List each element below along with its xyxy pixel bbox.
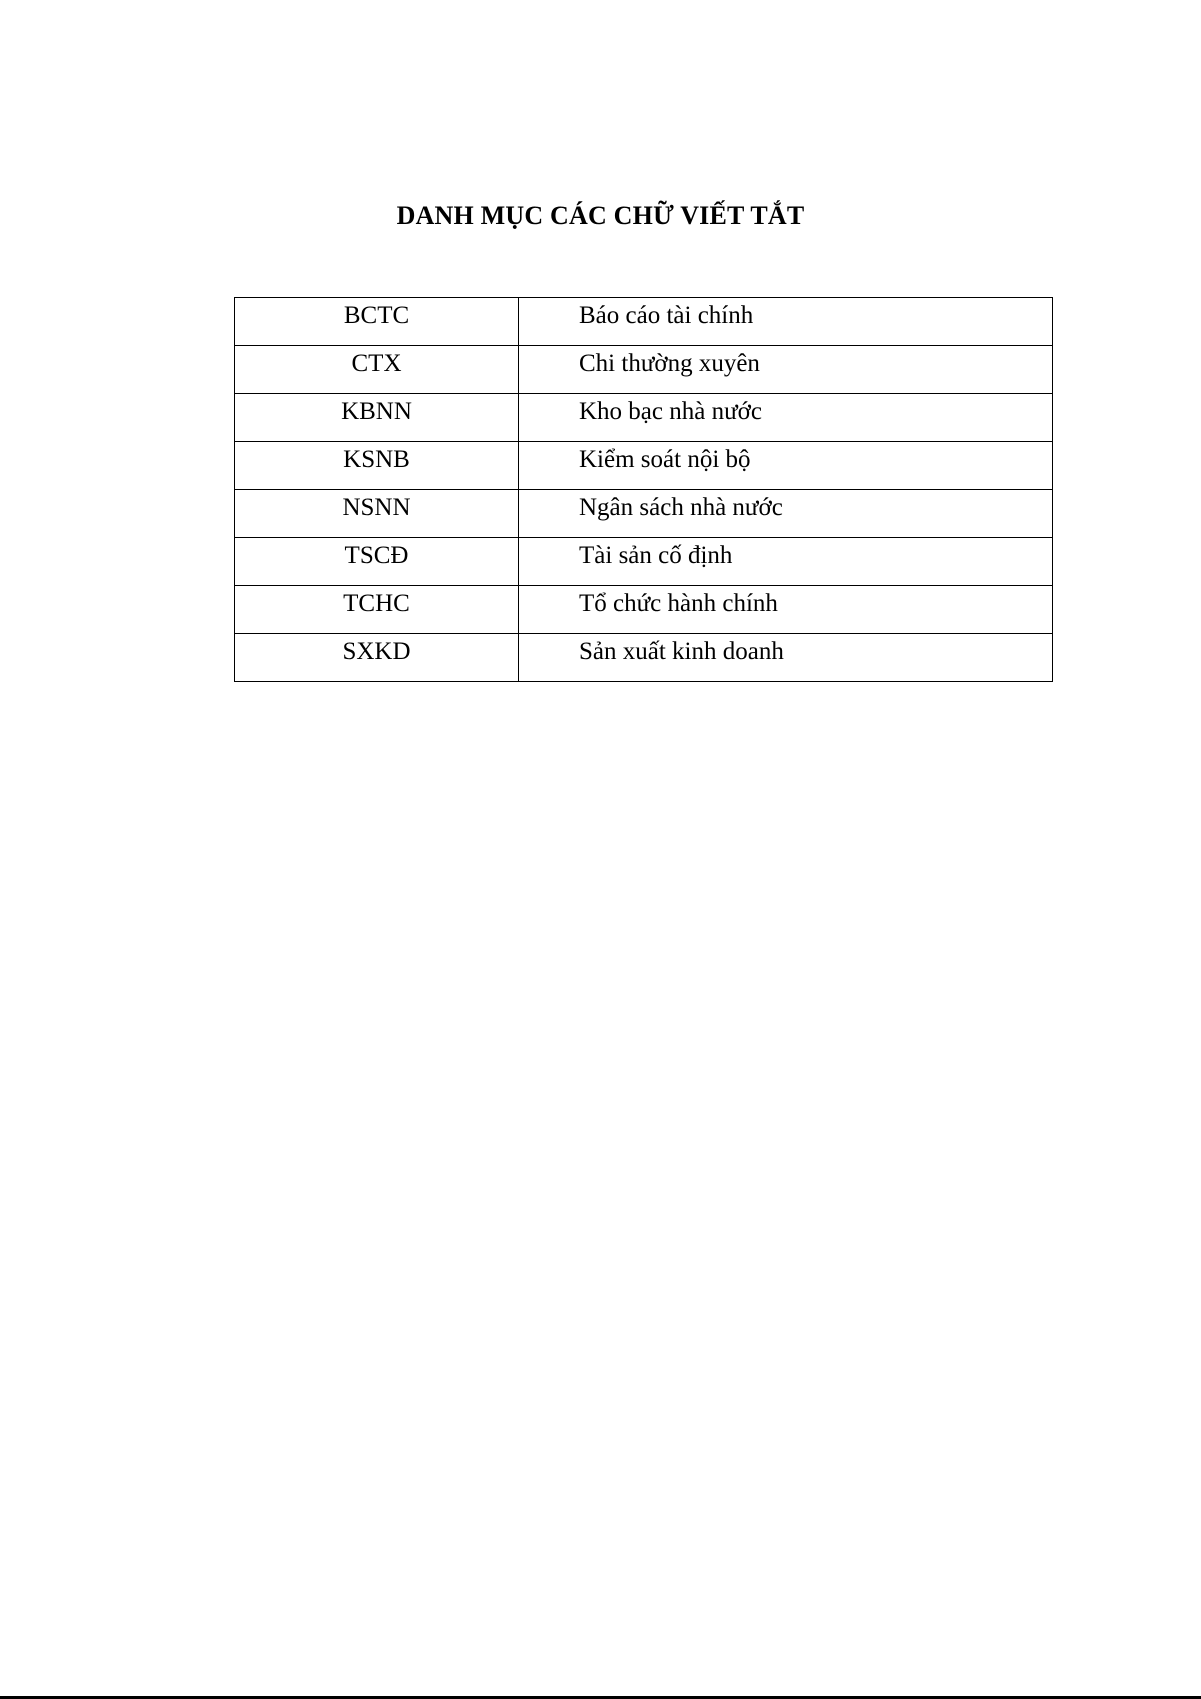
table-row	[235, 346, 1053, 394]
abbreviation-cell: TSCĐ	[235, 538, 519, 586]
abbreviation-cell: KBNN	[235, 394, 519, 442]
table-row	[235, 538, 1053, 586]
meaning-cell: Tổ chức hành chính	[519, 586, 1053, 634]
abbreviation-table	[234, 297, 1053, 682]
abbreviation-cell: SXKD	[235, 634, 519, 682]
meaning-cell: Kiểm soát nội bộ	[519, 442, 1053, 490]
abbreviation-cell: NSNN	[235, 490, 519, 538]
meaning-cell: Tài sản cố định	[519, 538, 1053, 586]
meaning-cell: Sản xuất kinh doanh	[519, 634, 1053, 682]
abbreviation-cell: CTX	[235, 346, 519, 394]
table-row	[235, 634, 1053, 682]
meaning-cell: Chi thường xuyên	[519, 346, 1053, 394]
abbreviation-cell: KSNB	[235, 442, 519, 490]
meaning-cell: Kho bạc nhà nước	[519, 394, 1053, 442]
table-row	[235, 298, 1053, 346]
page-title: DANH MỤC CÁC CHỮ VIẾT TẮT	[396, 201, 805, 230]
table-row	[235, 586, 1053, 634]
table-row	[235, 442, 1053, 490]
table-row	[235, 394, 1053, 442]
meaning-cell: Báo cáo tài chính	[519, 298, 1053, 346]
meaning-cell: Ngân sách nhà nước	[519, 490, 1053, 538]
table-row	[235, 490, 1053, 538]
abbreviation-cell: TCHC	[235, 586, 519, 634]
abbreviation-cell: BCTC	[235, 298, 519, 346]
